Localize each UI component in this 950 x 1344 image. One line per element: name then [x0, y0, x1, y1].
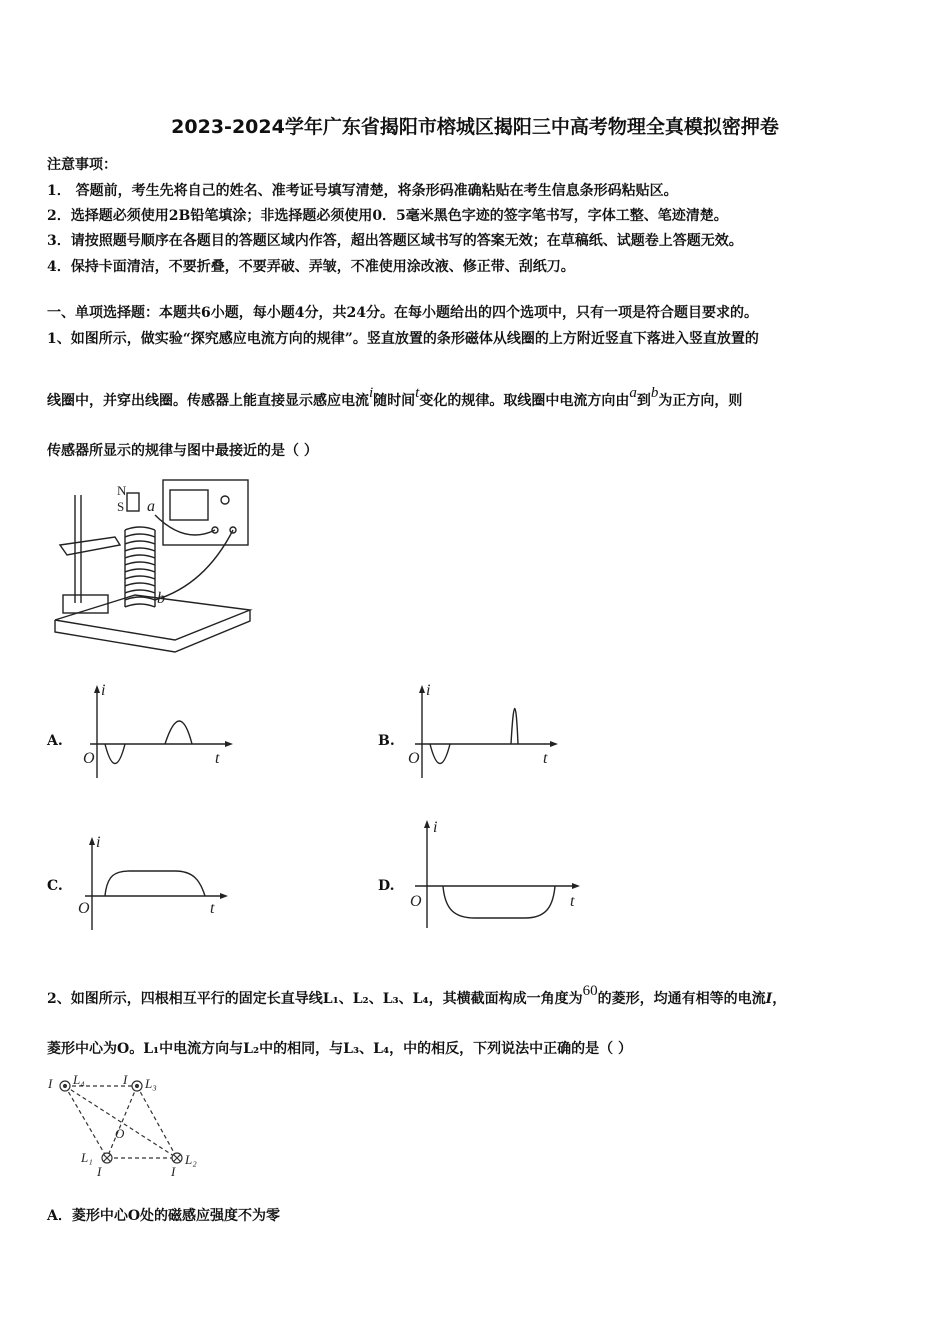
label-l1: L₁: [81, 1150, 93, 1165]
label-i-l1: I: [97, 1164, 102, 1179]
label-a: a: [147, 498, 155, 515]
q2-line-2: 菱形中心为O。L₁中电流方向与L₂中的相同，与L₃、L₄，中的相反，下列说法中正确的是（ ）: [47, 1041, 632, 1057]
symbol-i: i: [369, 385, 374, 401]
symbol-a: a: [629, 385, 637, 401]
symbol-t: t: [415, 385, 420, 401]
sensor-terminal: [221, 496, 229, 504]
option-b-key: B.: [378, 733, 395, 749]
label-n: N: [117, 483, 127, 498]
q1-line-3: 传感器所显示的规律与图中最接近的是（ ）: [47, 443, 318, 459]
option-a-graph: [80, 683, 240, 783]
symbol-b: b: [650, 385, 659, 401]
q1-text-b: 随时间: [373, 393, 416, 409]
axis-t-c: t: [210, 900, 215, 917]
wire-a: [155, 515, 215, 535]
q2-text-c: ，: [772, 991, 787, 1007]
label-i-l4: I: [48, 1076, 53, 1091]
label-l3: L₃: [145, 1076, 157, 1091]
curve-b: [430, 709, 518, 764]
label-s: S: [117, 499, 125, 514]
option-c-key: C.: [47, 878, 63, 894]
axis-i-b: i: [426, 682, 431, 699]
q2-line-1: [47, 983, 787, 1008]
notice-heading: 注意事项：: [47, 157, 117, 173]
label-i-l2: I: [171, 1164, 176, 1179]
q1-text-e: 为正方向，则: [658, 393, 743, 409]
notice-item-2: 2．选择题必须使用2B铅笔填涂；非选择题必须使用0．5毫米黑色字迹的签字笔书写，字体工整、笔迹清楚。: [47, 208, 728, 224]
apparatus-figure: [55, 475, 255, 655]
option-c-graph: [75, 835, 235, 935]
q2-text-a: 2、如图所示，四根相互平行的固定长直导线L₁、L₂、L₃、L₄，其横截面构成一角度为: [47, 991, 583, 1007]
q1-text-a: 线圈中，并穿出线圈。传感器上能直接显示感应电流: [47, 393, 369, 409]
axis-i-c: i: [96, 834, 101, 851]
notice-item-3: 3．请按照题号顺序在各题目的答题区域内作答，超出答题区域书写的答案无效；在草稿纸、试题卷上答题无效。: [47, 233, 743, 249]
axis-t-a: t: [215, 750, 220, 767]
option-b-graph: [405, 683, 565, 783]
table-edge: [55, 610, 250, 652]
symbol-60: 60: [582, 983, 598, 999]
page-title: 2023-2024学年广东省揭阳市榕城区揭阳三中高考物理全真模拟密押卷: [171, 116, 779, 138]
clamp: [60, 537, 120, 555]
axis-i-d: i: [433, 819, 438, 836]
symbol-I: I: [765, 991, 773, 1007]
section-heading: 一、单项选择题：本题共6小题，每小题4分，共24分。在每小题给出的四个选项中，只有一项是符合题目要求的。: [47, 305, 758, 321]
label-l2: L₂: [185, 1152, 197, 1167]
axis-t-d: t: [570, 893, 575, 910]
origin-c: O: [78, 900, 90, 917]
q1-line-1: 1、如图所示，做实验“探究感应电流方向的规律”。竖直放置的条形磁体从线圈的上方附近竖直下落进入竖直放置的: [47, 331, 759, 347]
label-o: O: [115, 1126, 125, 1141]
q2-text-b: 的菱形，均通有相等的电流: [597, 991, 766, 1007]
curve-a: [105, 721, 192, 764]
origin-b: O: [408, 750, 420, 767]
q1-text-d: 到: [636, 393, 651, 409]
curve-c: [105, 871, 205, 896]
curve-d: [443, 886, 555, 918]
notice-item-1: 1． 答题前，考生先将自己的姓名、准考证号填写清楚，将条形码准确粘贴在考生信息条形码粘贴区。: [47, 183, 678, 199]
axis-i-a: i: [101, 682, 106, 699]
origin-a: O: [83, 750, 95, 767]
magnet: [127, 493, 139, 511]
origin-d: O: [410, 893, 422, 910]
q1-line-2: [47, 385, 743, 410]
q2-option-a: A．菱形中心O处的磁感应强度不为零: [47, 1208, 281, 1224]
wire-b: [155, 530, 233, 600]
axis-t-b: t: [543, 750, 548, 767]
option-a-key: A.: [47, 733, 63, 749]
rhombus-figure: [45, 1070, 215, 1180]
q1-text-c: 变化的规律。取线圈中电流方向由: [419, 393, 630, 409]
option-d-graph: [405, 818, 590, 933]
label-b: b: [157, 590, 165, 607]
option-d-key: D.: [378, 878, 395, 894]
label-l4: L₄: [73, 1072, 85, 1087]
label-i-l3: I: [123, 1072, 128, 1087]
sensor-screen: [170, 490, 208, 520]
notice-item-4: 4．保持卡面清洁，不要折叠，不要弄破、弄皱，不准使用涂改液、修正带、刮纸刀。: [47, 259, 575, 275]
